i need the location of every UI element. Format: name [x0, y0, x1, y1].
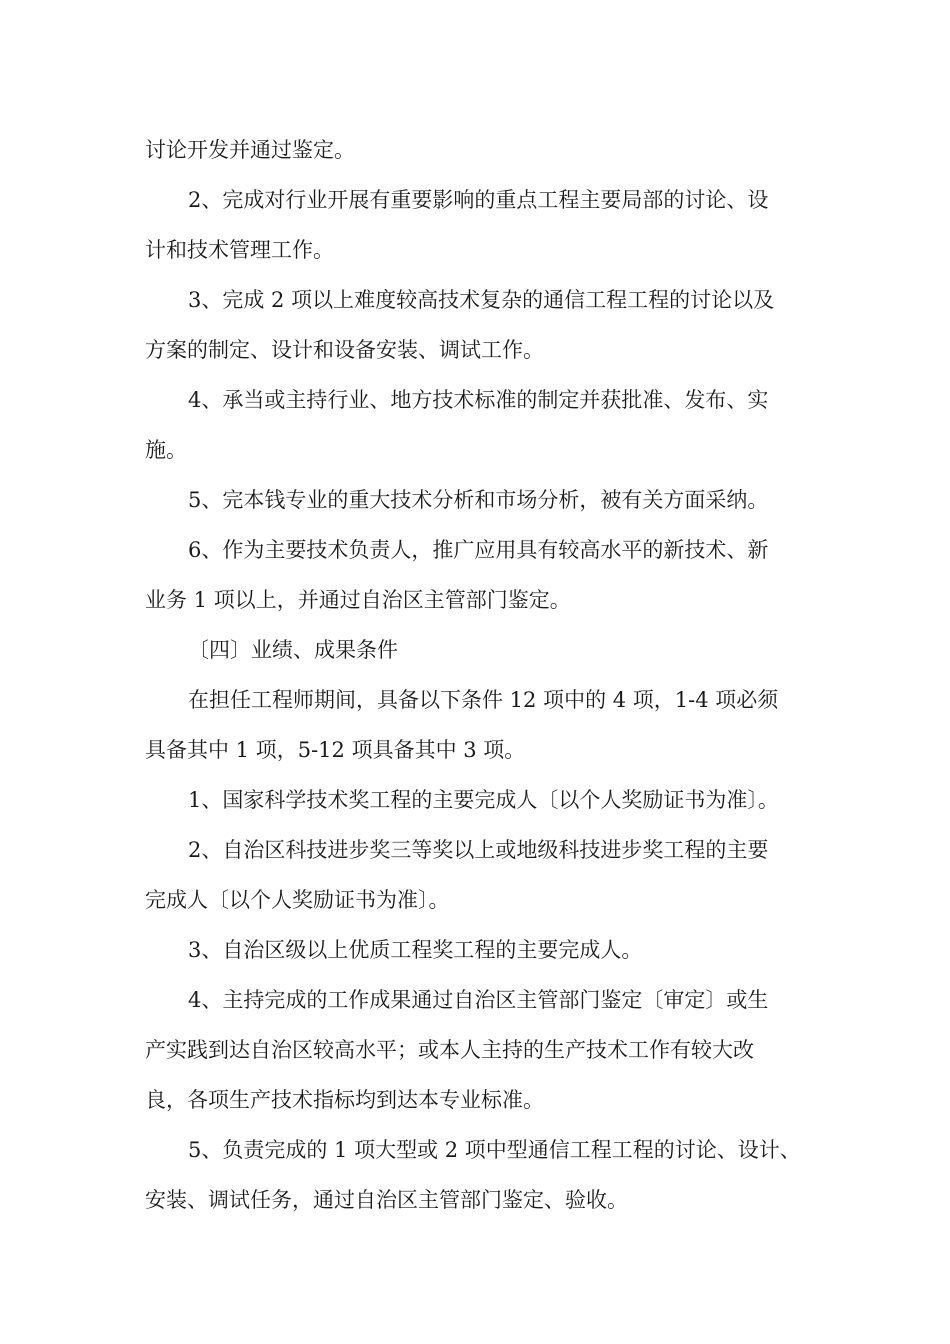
text-line: 2、完成对行业开展有重要影响的重点工程主要局部的讨论、设 [188, 188, 769, 212]
text-line: 安装、调试任务，通过自治区主管部门鉴定、验收。 [145, 1188, 628, 1212]
text-line: 计和技术管理工作。 [145, 238, 334, 262]
text-line: 方案的制定、设计和设备安装、调试工作。 [145, 338, 544, 362]
text-line: 5、负责完成的 1 项大型或 2 项中型通信工程工程的讨论、设计、 [188, 1138, 801, 1162]
text-line: 5、完本钱专业的重大技术分析和市场分析，被有关方面采纳。 [188, 488, 769, 512]
text-line: 施。 [145, 438, 187, 462]
text-line: 1、国家科学技术奖工程的主要完成人〔以个人奖励证书为准〕。 [188, 788, 779, 812]
text-line: 产实践到达自治区较高水平；或本人主持的生产技术工作有较大改 [145, 1038, 754, 1062]
text-line: 4、承当或主持行业、地方技术标准的制定并获批准、发布、实 [188, 388, 769, 412]
section-heading: 〔四〕业绩、成果条件 [188, 638, 398, 662]
text-line: 4、主持完成的工作成果通过自治区主管部门鉴定〔审定〕或生 [188, 988, 769, 1012]
text-line: 讨论开发并通过鉴定。 [145, 138, 355, 162]
text-line: 业务 1 项以上，并通过自治区主管部门鉴定。 [145, 588, 571, 612]
text-line: 具备其中 1 项，5-12 项具备其中 3 项。 [145, 738, 526, 762]
text-line: 在担任工程师期间，具备以下条件 12 项中的 4 项，1-4 项必须 [188, 688, 779, 712]
text-line: 3、自治区级以上优质工程奖工程的主要完成人。 [188, 938, 643, 962]
text-line: 6、作为主要技术负责人，推广应用具有较高水平的新技术、新 [188, 538, 769, 562]
text-line: 3、完成 2 项以上难度较高技术复杂的通信工程工程的讨论以及 [188, 288, 775, 312]
text-line: 2、自治区科技进步奖三等奖以上或地级科技进步奖工程的主要 [188, 838, 769, 862]
text-line: 完成人〔以个人奖励证书为准〕。 [145, 888, 450, 912]
text-line: 良，各项生产技术指标均到达本专业标准。 [145, 1088, 544, 1112]
